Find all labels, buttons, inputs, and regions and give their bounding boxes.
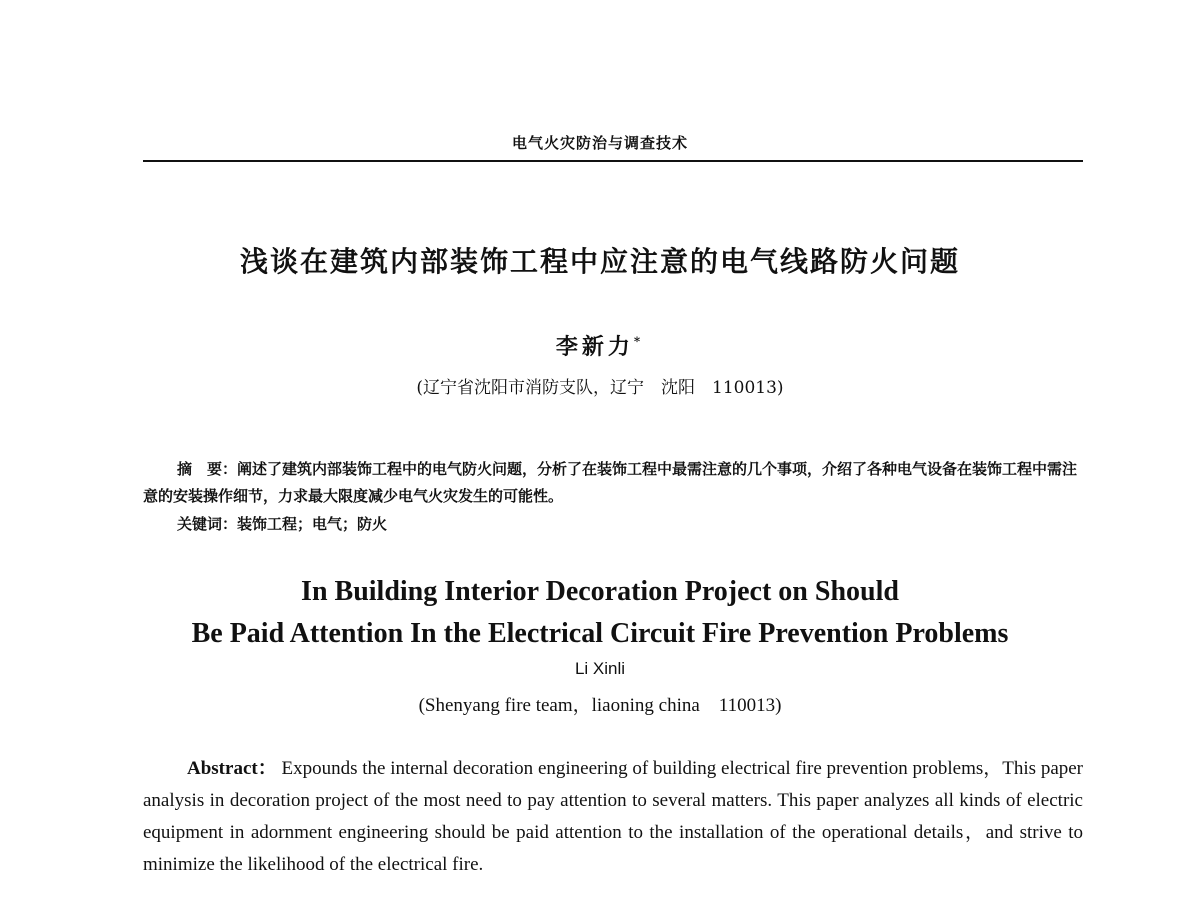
- english-affiliation: (Shenyang fire team，liaoning china 110013): [418, 695, 782, 716]
- chinese-author-name: 李新力: [555, 334, 634, 360]
- english-abstract: [143, 753, 1083, 881]
- chinese-title: 浅谈在建筑内部装饰工程中应注意的电气线路防火问题: [239, 245, 960, 278]
- english-abstract-text: Expounds the internal decoration engineering of building electrical fire prevention problems，This paper analysis in decoration project of the most need to pay attention to several matters. This paper analyzes all kinds of electric equipment in adornment engineering should be paid attention to the installation of the operational details，and strive to minimize the likelihood of the electrical fire.: [143, 758, 1084, 875]
- chinese-abstract: [143, 456, 1083, 510]
- chinese-abstract-text: 阐述了建筑内部装饰工程中的电气防火问题，分析了在装饰工程中最需注意的几个事项，介绍了各种电气设备在装饰工程中需注意的安装操作细节，力求最大限度减少电气火灾发生的可能性。: [143, 460, 1078, 505]
- english-title: [0, 571, 1200, 655]
- chinese-keywords: [177, 513, 1077, 534]
- chinese-keywords-text: 装饰工程；电气；防火: [237, 515, 388, 533]
- running-head: 电气火灾防治与调查技术: [511, 134, 688, 152]
- chinese-keywords-label: 关键词：: [177, 515, 238, 533]
- header-rule: [143, 160, 1083, 162]
- chinese-author: [0, 330, 1200, 361]
- chinese-affiliation: (辽宁省沈阳市消防支队，辽宁 沈阳 110013): [416, 378, 784, 398]
- english-title-line-1: In Building Interior Decoration Project on Should: [301, 576, 899, 607]
- author-footnote-mark: *: [633, 334, 645, 349]
- english-title-line-2: Be Paid Attention In the Electrical Circuit Fire Prevention Problems: [191, 618, 1009, 649]
- english-abstract-label: Abstract：: [187, 758, 277, 779]
- chinese-abstract-label: 摘 要：: [177, 460, 238, 478]
- english-author: Li Xinli: [574, 659, 626, 678]
